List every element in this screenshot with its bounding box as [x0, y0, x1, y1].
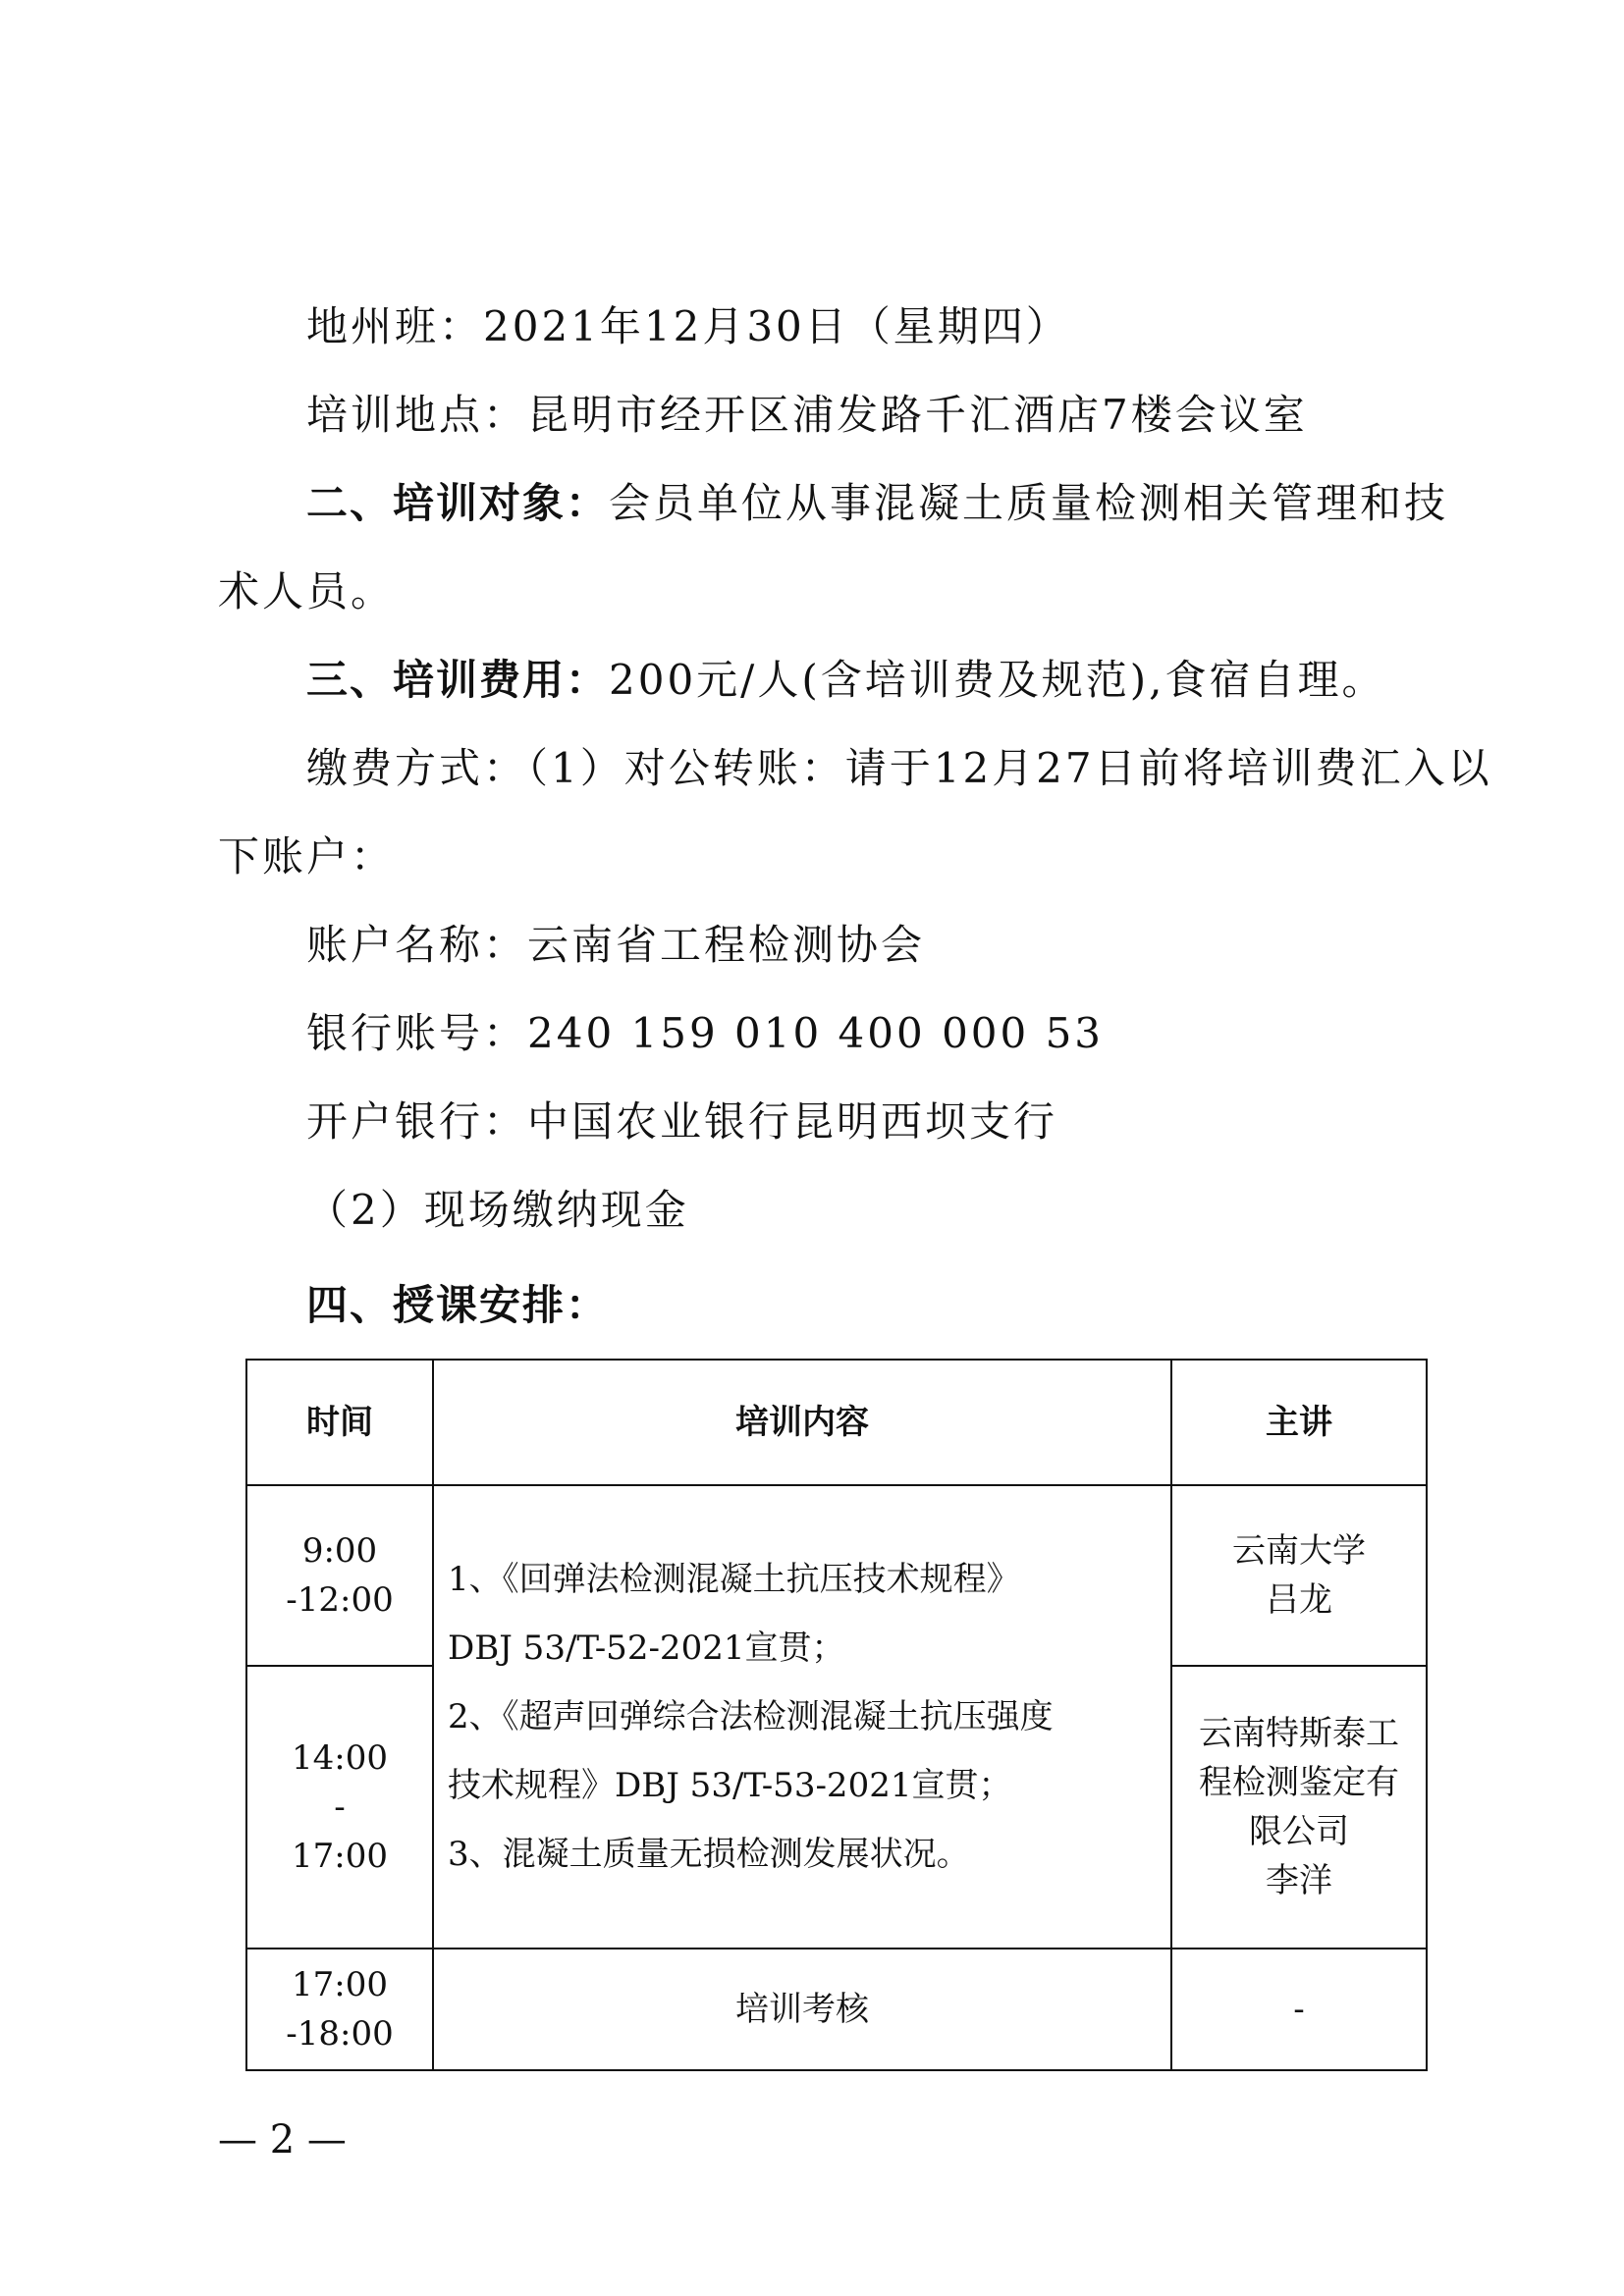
training-location-line: 培训地点：昆明市经开区浦发路千汇酒店7楼会议室	[306, 391, 1308, 439]
speaker-cell	[1171, 1666, 1427, 1949]
header-speaker: 主讲	[1171, 1360, 1427, 1485]
speaker-org: 限公司	[1249, 1812, 1349, 1851]
time-cell	[246, 1666, 433, 1949]
header-time: 时间	[246, 1360, 433, 1485]
speaker-name: 李洋	[1266, 1861, 1332, 1900]
content-cell: 培训考核	[433, 1949, 1171, 2070]
training-target-cont: 术人员。	[218, 567, 396, 615]
training-fee-line	[306, 651, 1385, 710]
speaker-org: 程检测鉴定有	[1199, 1763, 1399, 1802]
content-line: 1、《回弹法检测混凝土抗压技术规程》	[448, 1560, 1020, 1599]
speaker-org: 云南特斯泰工	[1199, 1714, 1399, 1753]
time-start: 9:00	[301, 1531, 378, 1571]
table-row	[246, 1949, 1427, 2070]
payment-method-cont: 下账户：	[218, 832, 396, 881]
time-end: -12:00	[286, 1580, 394, 1620]
content-line: 技术规程》DBJ 53/T-53-2021宣贯；	[448, 1766, 1012, 1805]
cash-payment-line: （2）现场缴纳现金	[306, 1186, 689, 1234]
content-line: 2、《超声回弹综合法检测混凝土抗压强度	[448, 1697, 1054, 1736]
time-separator: -	[334, 1788, 346, 1827]
time-end: 17:00	[292, 1837, 388, 1876]
time-cell	[246, 1949, 433, 2070]
account-name-line: 账户名称：云南省工程检测协会	[306, 921, 926, 969]
bank-line: 开户银行：中国农业银行昆明西坝支行	[306, 1097, 1058, 1146]
time-cell	[246, 1485, 433, 1666]
account-number-line: 银行账号：240 159 010 400 000 53	[306, 1009, 1105, 1057]
table-header-row	[246, 1360, 1427, 1485]
time-start: 17:00	[292, 1965, 388, 2004]
speaker-cell: -	[1171, 1949, 1427, 2070]
training-target-line	[306, 474, 1448, 533]
speaker-cell	[1171, 1485, 1427, 1666]
training-target-text: 会员单位从事混凝土质量检测相关管理和技	[609, 479, 1449, 527]
training-fee-text: 200元/人(含培训费及规范),食宿自理。	[609, 656, 1386, 704]
time-start: 14:00	[292, 1738, 388, 1778]
header-content: 培训内容	[433, 1360, 1171, 1485]
speaker-org: 云南大学	[1232, 1531, 1366, 1571]
page-number: — 2 —	[218, 2117, 347, 2163]
section-heading-target: 二、培训对象：	[306, 479, 610, 527]
schedule-table	[245, 1359, 1428, 2071]
speaker-name: 吕龙	[1266, 1580, 1332, 1620]
section-heading-schedule: 四、授课安排：	[306, 1281, 610, 1329]
time-end: -18:00	[286, 2014, 394, 2054]
section-heading-fee: 三、培训费用：	[306, 656, 610, 704]
payment-method-line: 缴费方式：（1）对公转账：请于12月27日前将培训费汇入以	[306, 744, 1492, 792]
content-cell	[433, 1485, 1171, 1949]
content-line: DBJ 53/T-52-2021宣贯；	[448, 1629, 845, 1668]
content-line: 3、混凝土质量无损检测发展状况。	[448, 1835, 970, 1874]
exam-date-line: 地州班：2021年12月30日（星期四）	[306, 302, 1070, 350]
table-row	[246, 1485, 1427, 1666]
